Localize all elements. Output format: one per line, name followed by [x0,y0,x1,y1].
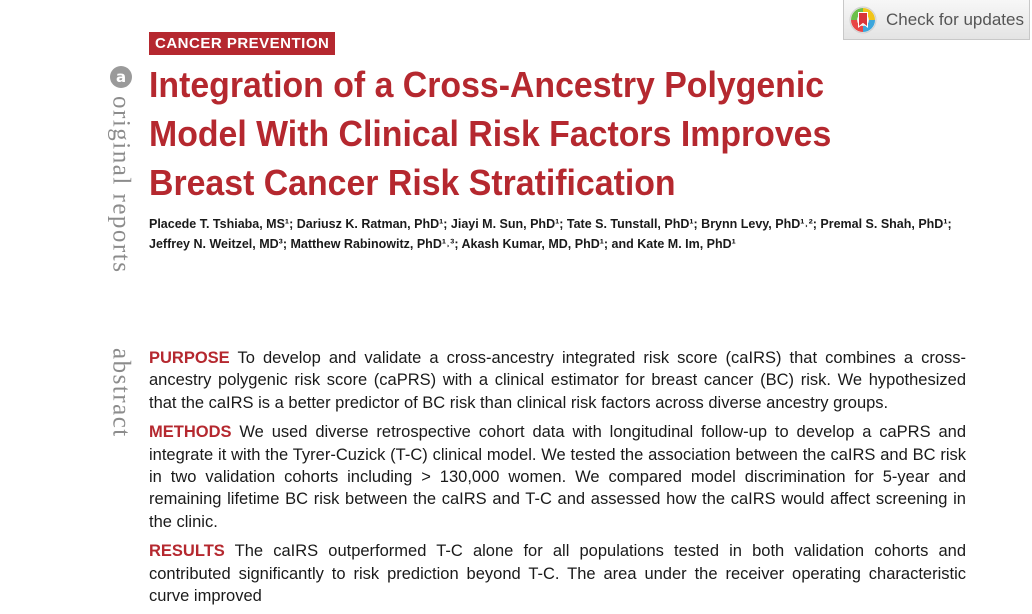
open-access-icon: a [110,66,132,88]
methods-heading: METHODS [149,423,232,442]
section-label: abstract [107,348,135,438]
author-line: Jeffrey N. Weitzel, MD³; Matthew Rabinowitz, PhD¹˒³; Akash Kumar, MD, PhD¹; and Kate M. Im, PhD¹ [149,237,736,251]
purpose-heading: PURPOSE [149,349,230,367]
results-heading: RESULTS [149,542,225,561]
author-list [149,214,979,254]
check-for-updates-button[interactable] [843,0,1030,40]
crossmark-icon [849,6,877,34]
check-for-updates-label: Check for updates [886,9,1024,29]
article-title: Integration of a Cross-Ancestry Polygenic Model With Clinical Risk Factors Improves Breast Cancer Risk Stratification [149,64,832,203]
category-label: original reports [107,96,135,274]
abstract [149,347,966,614]
abstract-methods [149,421,966,533]
methods-text: We used diverse retrospective cohort data with longitudinal follow-up to develop a caPRS and integrate it with the Tyrer-Cuzick (T-C) clinical model. We tested the association between the caIRS and BC risk in two validation cohorts including > 130,000 women. We compared model discrimination for 5-year and remaining lifetime BC risk between the caIRS and T-C and assessed how the caIRS would affect screening in the clinic. [149,423,966,531]
sidebar [107,66,135,438]
results-text: The caIRS outperformed T-C alone for all populations tested in both validation cohorts and contributed significantly to risk prediction beyond T-C. The area under the receiver operating characteristic curve improved [149,542,966,606]
author-line: Placede T. Tshiaba, MS¹; Dariusz K. Ratman, PhD¹; Jiayi M. Sun, PhD¹; Tate S. Tunstall, PhD¹; Brynn Levy, PhD¹˒²; Premal S. Shah, PhD¹; [149,217,952,231]
abstract-results [149,540,966,607]
section-tag: CANCER PREVENTION [149,32,335,55]
purpose-text: To develop and validate a cross-ancestry integrated risk score (caIRS) that combines a cross-ancestry polygenic risk score (caPRS) with a clinical estimator for breast cancer (BC) risk. We hypothesized that the caIRS is a better predictor of BC risk than clinical risk factors across diverse ancestry groups. [149,349,966,412]
abstract-purpose [149,347,966,414]
